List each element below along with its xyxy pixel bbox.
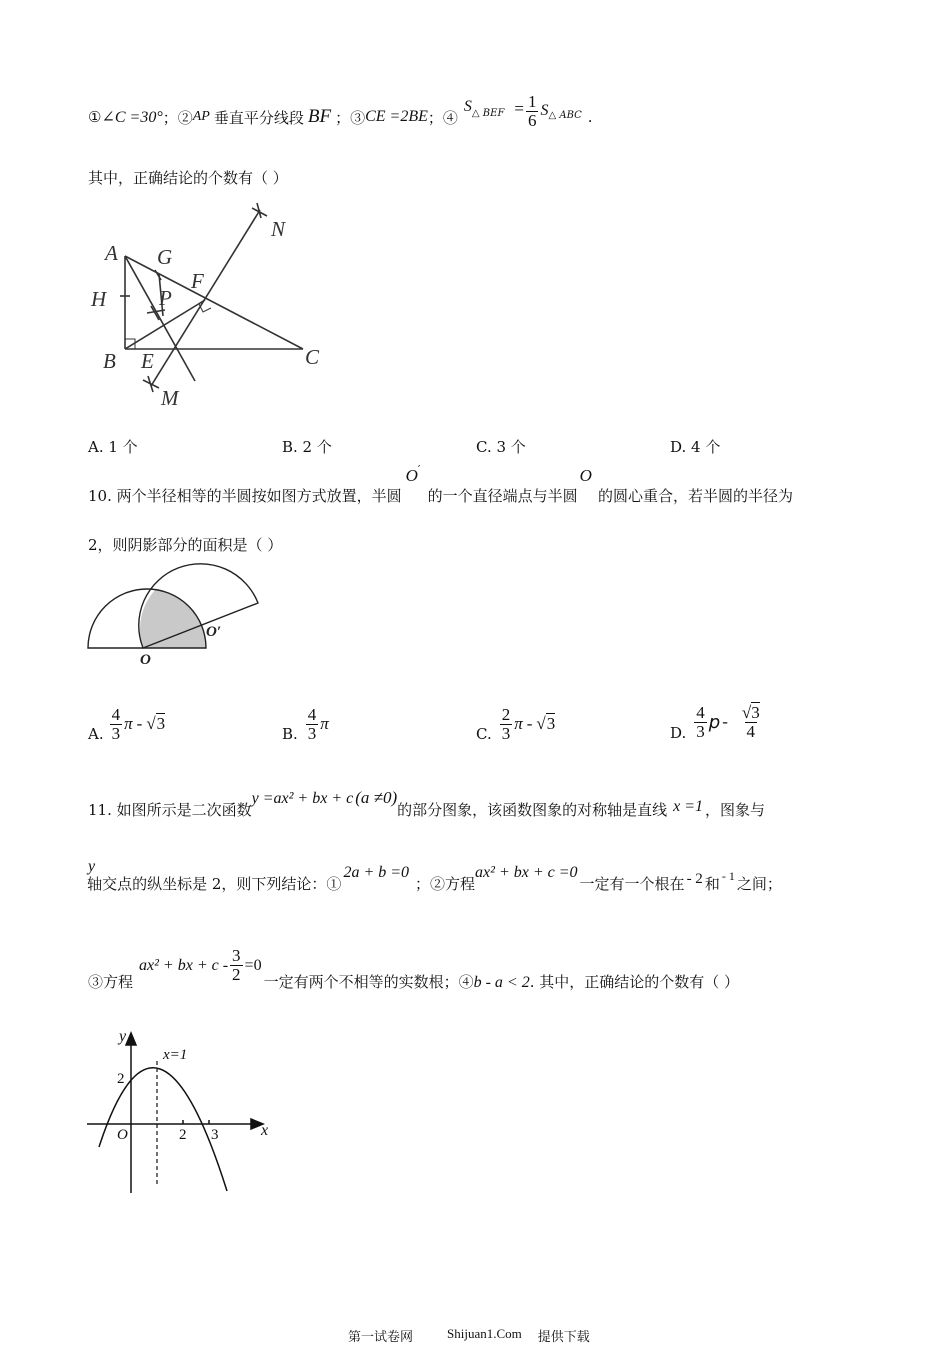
- q11-l2-d: 之间；: [736, 875, 782, 893]
- q10-d-minus: -: [722, 712, 728, 732]
- q10-semicircle-figure: [85, 560, 270, 672]
- q9-statements: [88, 91, 593, 134]
- q10-prime-mark: ′: [417, 463, 421, 476]
- label-F: F: [191, 269, 204, 293]
- q11-l1-b: 的部分图象，该函数图象的对称轴是直线: [397, 801, 668, 819]
- q10-text-a: 10. 两个半径相等的半圆按如图方式放置，半圆: [88, 487, 402, 505]
- q10-text-b: 的一个直径端点与半圆: [427, 487, 578, 505]
- label-P: P: [159, 286, 172, 310]
- q10-d-frac2: [740, 704, 762, 741]
- q11-l3-ineq: b - a < 2: [473, 974, 530, 991]
- label-H: H: [91, 287, 107, 311]
- label-O-prime: O′: [206, 624, 222, 640]
- q11-l2-and: 和: [704, 875, 720, 893]
- q10-d-den2: 4: [746, 721, 756, 741]
- q10-c-den: 3: [501, 723, 511, 743]
- label-O: O: [140, 652, 151, 668]
- q11-l3-eq: [139, 947, 262, 984]
- q10-O: O: [579, 466, 592, 485]
- q10-line2: 2，则阴影部分的面积是（ ）: [88, 536, 283, 554]
- q9-s4-frac: [526, 93, 539, 130]
- label-x-2: 2: [179, 1127, 187, 1143]
- q11-l2-b: ；②方程: [415, 875, 476, 893]
- label-E: E: [141, 349, 154, 373]
- q10-O-prime-letter: O: [405, 466, 418, 485]
- q9-prompt: 其中，正确结论的个数有（ ）: [88, 169, 288, 187]
- q9-s4-num: 1: [527, 91, 537, 111]
- q10-option-d: [670, 704, 764, 741]
- q11-l2-a: 轴交点的纵坐标是 2，则下列结论：①: [87, 875, 342, 893]
- q9-option-b: B. 2 个: [282, 438, 332, 456]
- q11-l1-a: 11. 如图所示是二次函数: [88, 801, 252, 819]
- q9-option-a: A. 1 个: [88, 438, 138, 456]
- q9-s4-den: 6: [527, 110, 537, 130]
- label-x-3: 3: [211, 1127, 219, 1143]
- q10-b-num: 4: [307, 705, 317, 724]
- q11-l3-den: 2: [232, 965, 241, 985]
- q9-s1-math: ∠C =30°: [101, 109, 163, 126]
- label-origin: O: [117, 1127, 128, 1143]
- q10-c-label: C.: [476, 725, 492, 744]
- q11-l2-eq1: 2a + b =0: [343, 864, 410, 881]
- q9-sep1: ；②: [162, 108, 193, 127]
- q11-l2-c: 一定有一个根在: [579, 875, 685, 893]
- q9-s2-math: AP: [192, 109, 210, 124]
- label-y-2: 2: [117, 1071, 125, 1087]
- q10-b-pi: π: [320, 714, 329, 734]
- q9-triangle-figure: [85, 198, 335, 413]
- q9-s4-end: .: [587, 108, 593, 126]
- q10-a-minus: -: [136, 714, 143, 734]
- q9-s4-formula: [463, 91, 593, 136]
- q9-option-d: D. 4 个: [670, 438, 721, 456]
- q11-l3-b: 一定有两个不相等的实数根；④: [263, 973, 474, 991]
- q10-a-sqrt: √3: [146, 714, 166, 734]
- q10-a-num: 4: [111, 705, 121, 724]
- q11-line2: [88, 858, 782, 894]
- q11-l2-m1: - 1: [721, 869, 735, 883]
- shaded-region: [140, 590, 206, 648]
- label-y: y: [119, 1028, 127, 1045]
- q11-l1-axis: x =1: [673, 798, 704, 815]
- label-B: B: [103, 349, 116, 373]
- q10-d-label: D.: [670, 724, 687, 743]
- q11-l3-a: ③方程: [88, 973, 134, 991]
- q10-option-b: [282, 706, 329, 743]
- q10-c-minus: -: [526, 714, 533, 734]
- q9-s4-S2: S: [540, 102, 549, 119]
- q10-a-frac: [110, 706, 123, 743]
- footer: [348, 1326, 590, 1345]
- q10-b-frac: [306, 706, 319, 743]
- q10-d-den: 3: [696, 721, 705, 741]
- label-G: G: [157, 245, 173, 269]
- q10-d-radicand: 3: [751, 703, 760, 722]
- q11-l1-cond: (a ≠0): [355, 788, 398, 807]
- q10-b-den: 3: [307, 723, 317, 743]
- label-x: x: [261, 1122, 269, 1139]
- q10-d-sqrt-num: √3: [741, 703, 760, 722]
- label-C: C: [305, 345, 320, 369]
- q11-l2-y: y: [88, 858, 96, 875]
- footer-right: 提供下载: [537, 1330, 590, 1345]
- q9-s4-eq: =: [514, 99, 524, 118]
- q11-l2-eq2: ax² + bx + c =0: [475, 864, 578, 881]
- q10-a-radicand: 3: [156, 714, 166, 734]
- label-M: M: [161, 386, 179, 410]
- q10-a-label: A.: [88, 725, 104, 744]
- q9-option-c: C. 3 个: [476, 438, 526, 456]
- q11-l3-num: 3: [232, 946, 241, 966]
- q9-s2-math2: BF: [307, 106, 332, 127]
- q10-d-p: p: [708, 711, 721, 733]
- q9-sep3: ；④: [427, 108, 458, 127]
- q10-d-frac: [694, 704, 707, 741]
- footer-left: 第一试卷网: [348, 1330, 414, 1345]
- q10-c-pi: π: [514, 714, 523, 734]
- q9-s4-sub1: △ BEF: [471, 107, 505, 119]
- q11-line1: [88, 786, 765, 820]
- q11-l3-eq-right: =0: [244, 956, 262, 974]
- q9-s2-text: 垂直平分线段: [213, 108, 304, 127]
- q10-a-den: 3: [111, 723, 121, 743]
- q10-b-label: B.: [282, 725, 298, 744]
- q11-line3: [88, 944, 739, 996]
- q10-c-sqrt: √3: [536, 714, 556, 734]
- q10-option-a: [88, 706, 165, 743]
- q11-l3-c: . 其中，正确结论的个数有（ ）: [529, 973, 740, 991]
- footer-site[interactable]: Shijuan1.Com: [447, 1326, 522, 1341]
- q10-O-prime: [405, 463, 428, 486]
- q11-l1-c: ，图象与: [705, 801, 766, 819]
- q11-l1-func: y =ax² + bx + c: [251, 790, 354, 807]
- q10-line1: [88, 463, 793, 506]
- q10-text-c: 的圆心重合，若半圆的半径为: [597, 487, 793, 505]
- q9-s1-prefix: ①: [88, 108, 102, 126]
- q10-c-frac: [500, 706, 513, 743]
- label-N: N: [271, 217, 286, 241]
- q10-c-num: 2: [501, 705, 511, 724]
- q11-l2-m2: - 2: [686, 871, 703, 887]
- y-axis-arrow: [126, 1033, 136, 1045]
- label-axis-x1: x=1: [163, 1047, 188, 1063]
- q10-d-num: 4: [696, 703, 705, 722]
- q10-option-c: [476, 706, 555, 743]
- q9-s3-math: CE =2BE: [365, 108, 428, 125]
- q11-l3-eq-left: ax² + bx + c -: [139, 956, 229, 974]
- q11-parabola-figure: [85, 1025, 285, 1200]
- q10-a-pi: π: [124, 714, 133, 734]
- label-A: A: [105, 241, 118, 265]
- q10-c-radicand: 3: [546, 714, 556, 734]
- q9-s4-S1: S: [463, 98, 472, 115]
- q9-s4-sub2: △ ABC: [548, 109, 582, 121]
- q11-l3-frac: [230, 947, 243, 984]
- q9-sep2: ；③: [335, 108, 366, 127]
